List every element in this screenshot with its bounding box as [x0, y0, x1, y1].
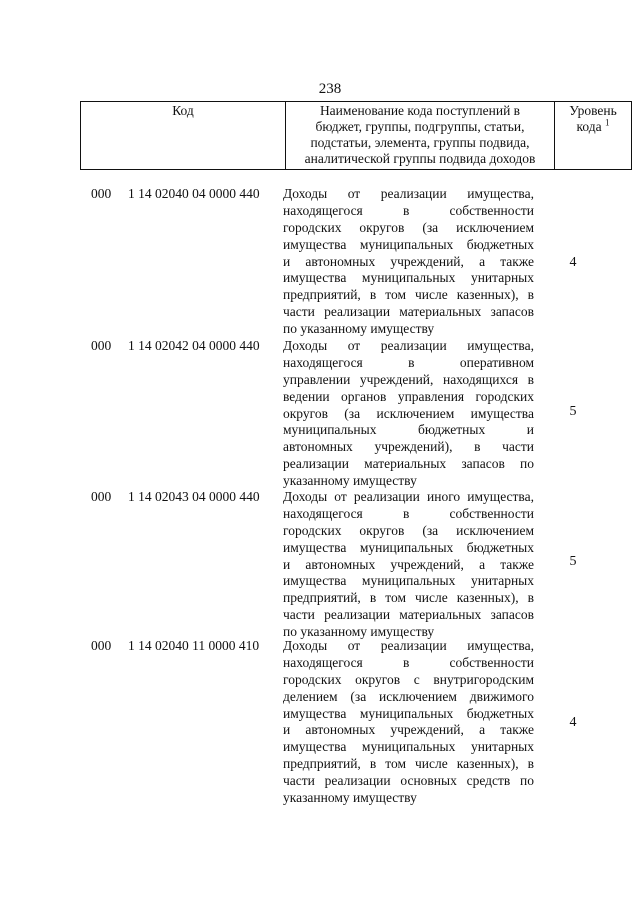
- code-level: 5: [569, 554, 577, 569]
- header-name-line: аналитической группы подвида доходов: [304, 151, 536, 166]
- description-line: имущества муниципальных унитарных: [283, 573, 534, 589]
- description-line: муниципальных бюджетных и: [283, 422, 534, 438]
- description-line: находящегося в собственности: [283, 202, 534, 218]
- page-number: 238: [318, 81, 342, 97]
- description-line: Доходы от реализации имущества,: [283, 638, 534, 653]
- income-code: 1 14 02040 04 0000 440: [128, 186, 260, 201]
- header-level-line: Уровень: [569, 103, 617, 118]
- header-code-label: Код: [172, 103, 194, 118]
- description-line: находящегося в собственности: [283, 505, 534, 521]
- header-name-line: бюджет, группы, подгруппы, статьи,: [315, 119, 525, 134]
- description-line: части реализации основных средств по: [283, 773, 534, 789]
- income-code: 1 14 02040 11 0000 410: [128, 638, 260, 653]
- description-line: части реализации материальных запасов: [283, 304, 534, 320]
- description-line: предприятий, в том числе казенных), в: [283, 590, 534, 606]
- description-line: по указанному имуществу: [283, 624, 435, 640]
- description-line: указанному имуществу: [283, 790, 417, 806]
- header-name-line: Наименование кода поступлений в: [319, 103, 521, 118]
- description-line: автономных учреждений), в части: [283, 439, 534, 455]
- income-description: [283, 638, 534, 807]
- header-code: [81, 102, 286, 170]
- description-line: имущества муниципальных унитарных: [283, 739, 534, 755]
- income-code: 1 14 02043 04 0000 440: [128, 489, 260, 504]
- description-line: и автономных учреждений, а также: [283, 556, 534, 572]
- description-line: Доходы от реализации имущества,: [283, 186, 534, 201]
- description-line: городских округов (за исключением: [283, 522, 534, 538]
- description-line: по указанному имуществу: [283, 321, 435, 337]
- description-line: управлении учреждений, находящихся в: [283, 371, 534, 387]
- income-description: [283, 489, 534, 641]
- description-line: и автономных учреждений, а также: [283, 253, 534, 269]
- description-line: находящегося в собственности: [283, 654, 534, 670]
- description-line: Доходы от реализации имущества,: [283, 338, 534, 353]
- description-line: ведении органов управления городских: [283, 388, 534, 404]
- income-description: [283, 186, 534, 338]
- footnote-marker: 1: [604, 117, 610, 128]
- description-line: имущества муниципальных бюджетных: [283, 539, 534, 555]
- code-prefix: 000: [91, 338, 112, 353]
- code-level: 4: [569, 255, 577, 270]
- description-line: предприятий, в том числе казенных), в: [283, 287, 534, 303]
- description-line: делением (за исключением движимого: [283, 688, 534, 704]
- description-line: имущества муниципальных унитарных: [283, 270, 534, 286]
- description-line: реализации материальных запасов по: [283, 456, 534, 472]
- description-line: части реализации материальных запасов: [283, 607, 534, 623]
- income-description: [283, 338, 534, 490]
- description-line: округов (за исключением имущества: [283, 405, 534, 421]
- header-name-line: подстатьи, элемента, группы подвида,: [310, 135, 530, 150]
- description-line: находящегося в оперативном: [283, 354, 534, 370]
- header-name: [286, 102, 555, 170]
- description-line: имущества муниципальных бюджетных: [283, 236, 534, 252]
- description-line: и автономных учреждений, а также: [283, 722, 534, 738]
- code-prefix: 000: [91, 489, 112, 504]
- description-line: имущества муниципальных бюджетных: [283, 705, 534, 721]
- description-line: городских округов с внутригородским: [283, 671, 534, 687]
- description-line: предприятий, в том числе казенных), в: [283, 756, 534, 772]
- header-level: [555, 102, 632, 170]
- code-prefix: 000: [91, 186, 112, 201]
- description-line: указанному имуществу: [283, 473, 417, 489]
- income-code: 1 14 02042 04 0000 440: [128, 338, 260, 353]
- description-line: городских округов (за исключением: [283, 219, 534, 235]
- description-line: Доходы от реализации иного имущества,: [283, 489, 534, 504]
- code-level: 5: [569, 404, 577, 419]
- code-prefix: 000: [91, 638, 112, 653]
- header-level-word: кода: [576, 119, 602, 134]
- code-level: 4: [569, 715, 577, 730]
- header-level-line: [558, 119, 628, 135]
- table-header: [80, 101, 632, 170]
